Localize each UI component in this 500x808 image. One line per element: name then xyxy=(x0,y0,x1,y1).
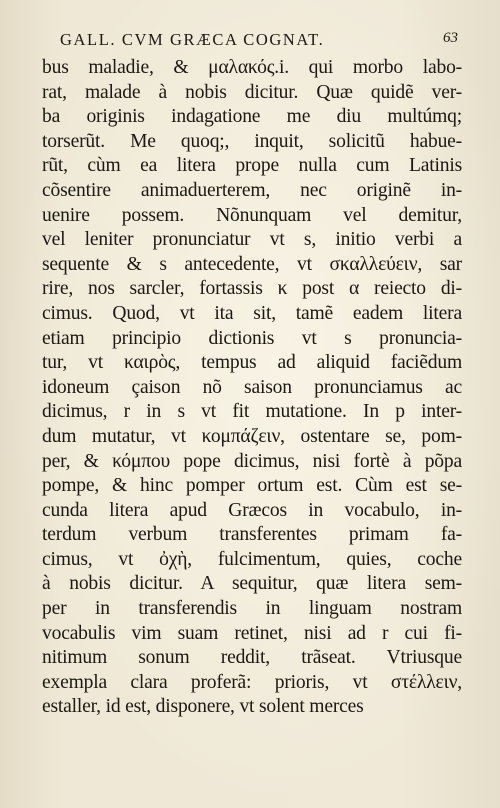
text-line: rũt, cùm ea litera prope nulla cum Latinis xyxy=(42,155,462,177)
text-line: ba originis indagatione me diu multúmq; xyxy=(42,106,462,128)
text-line: cimus, vt ὀχὴ, fulcimentum, quies, coche xyxy=(42,548,462,570)
page-number: 63 xyxy=(443,30,458,46)
text-line: per in transferendis in linguam nostram xyxy=(42,598,462,620)
body-text xyxy=(42,56,462,720)
text-line: nitimum sonum reddit, trãseat. Vtriusque xyxy=(42,647,462,669)
text-line: sequente & s antecedente, vt σκαλλεύειν, sar xyxy=(42,253,462,275)
text-line: vocabulis vim suam retinet, nisi ad r cui fi- xyxy=(42,622,462,644)
text-line: idoneum çaison nõ saison pronunciamus ac xyxy=(42,376,462,398)
text-line: estaller, id est, disponere, vt solent merces xyxy=(42,696,364,718)
text-line: exempla clara proferã: prioris, vt στέλλειν, xyxy=(42,671,462,693)
text-line: cunda litera apud Græcos in vocabulo, in- xyxy=(42,499,462,521)
text-line: rire, nos sarcler, fortassis κ post α reiecto di- xyxy=(42,278,462,300)
text-line: torserũt. Me quoq;, inquit, solicitũ habue- xyxy=(42,130,462,152)
text-line: pompe, & hinc pomper ortum est. Cùm est se- xyxy=(42,475,462,497)
text-line: bus maladie, & μαλακός.i. qui morbo labo- xyxy=(42,57,462,78)
running-head: GALL. CVM GRÆCA COGNAT. xyxy=(60,30,325,49)
text-line: à nobis dicitur. A sequitur, quæ litera sem- xyxy=(42,573,462,595)
text-line: cõsentire animaduerterem, nec originẽ in- xyxy=(42,179,462,201)
text-line: rat, malade à nobis dicitur. Quæ quidẽ ver- xyxy=(42,81,462,103)
text-line: uenire possem. Nõnunquam vel demitur, xyxy=(42,204,462,226)
text-line: cimus. Quod, vt ita sit, tamẽ eadem litera xyxy=(42,302,462,324)
text-line: etiam principio dictionis vt s pronuncia- xyxy=(42,327,462,349)
text-line: dicimus, r in s vt fit mutatione. In p inter- xyxy=(42,401,462,423)
text-line: tur, vt καιρὸς, tempus ad aliquid faciẽdum xyxy=(42,352,462,374)
text-line: per, & κόμπου pope dicimus, nisi fortè à põpa xyxy=(42,450,462,472)
text-line: terdum verbum transferentes primam fa- xyxy=(42,524,462,546)
page-header xyxy=(60,30,458,56)
text-line: vel leniter pronunciatur vt s, initio verbi a xyxy=(42,229,462,251)
text-line: dum mutatur, vt κομπάζειν, ostentare se, pom- xyxy=(42,425,462,447)
